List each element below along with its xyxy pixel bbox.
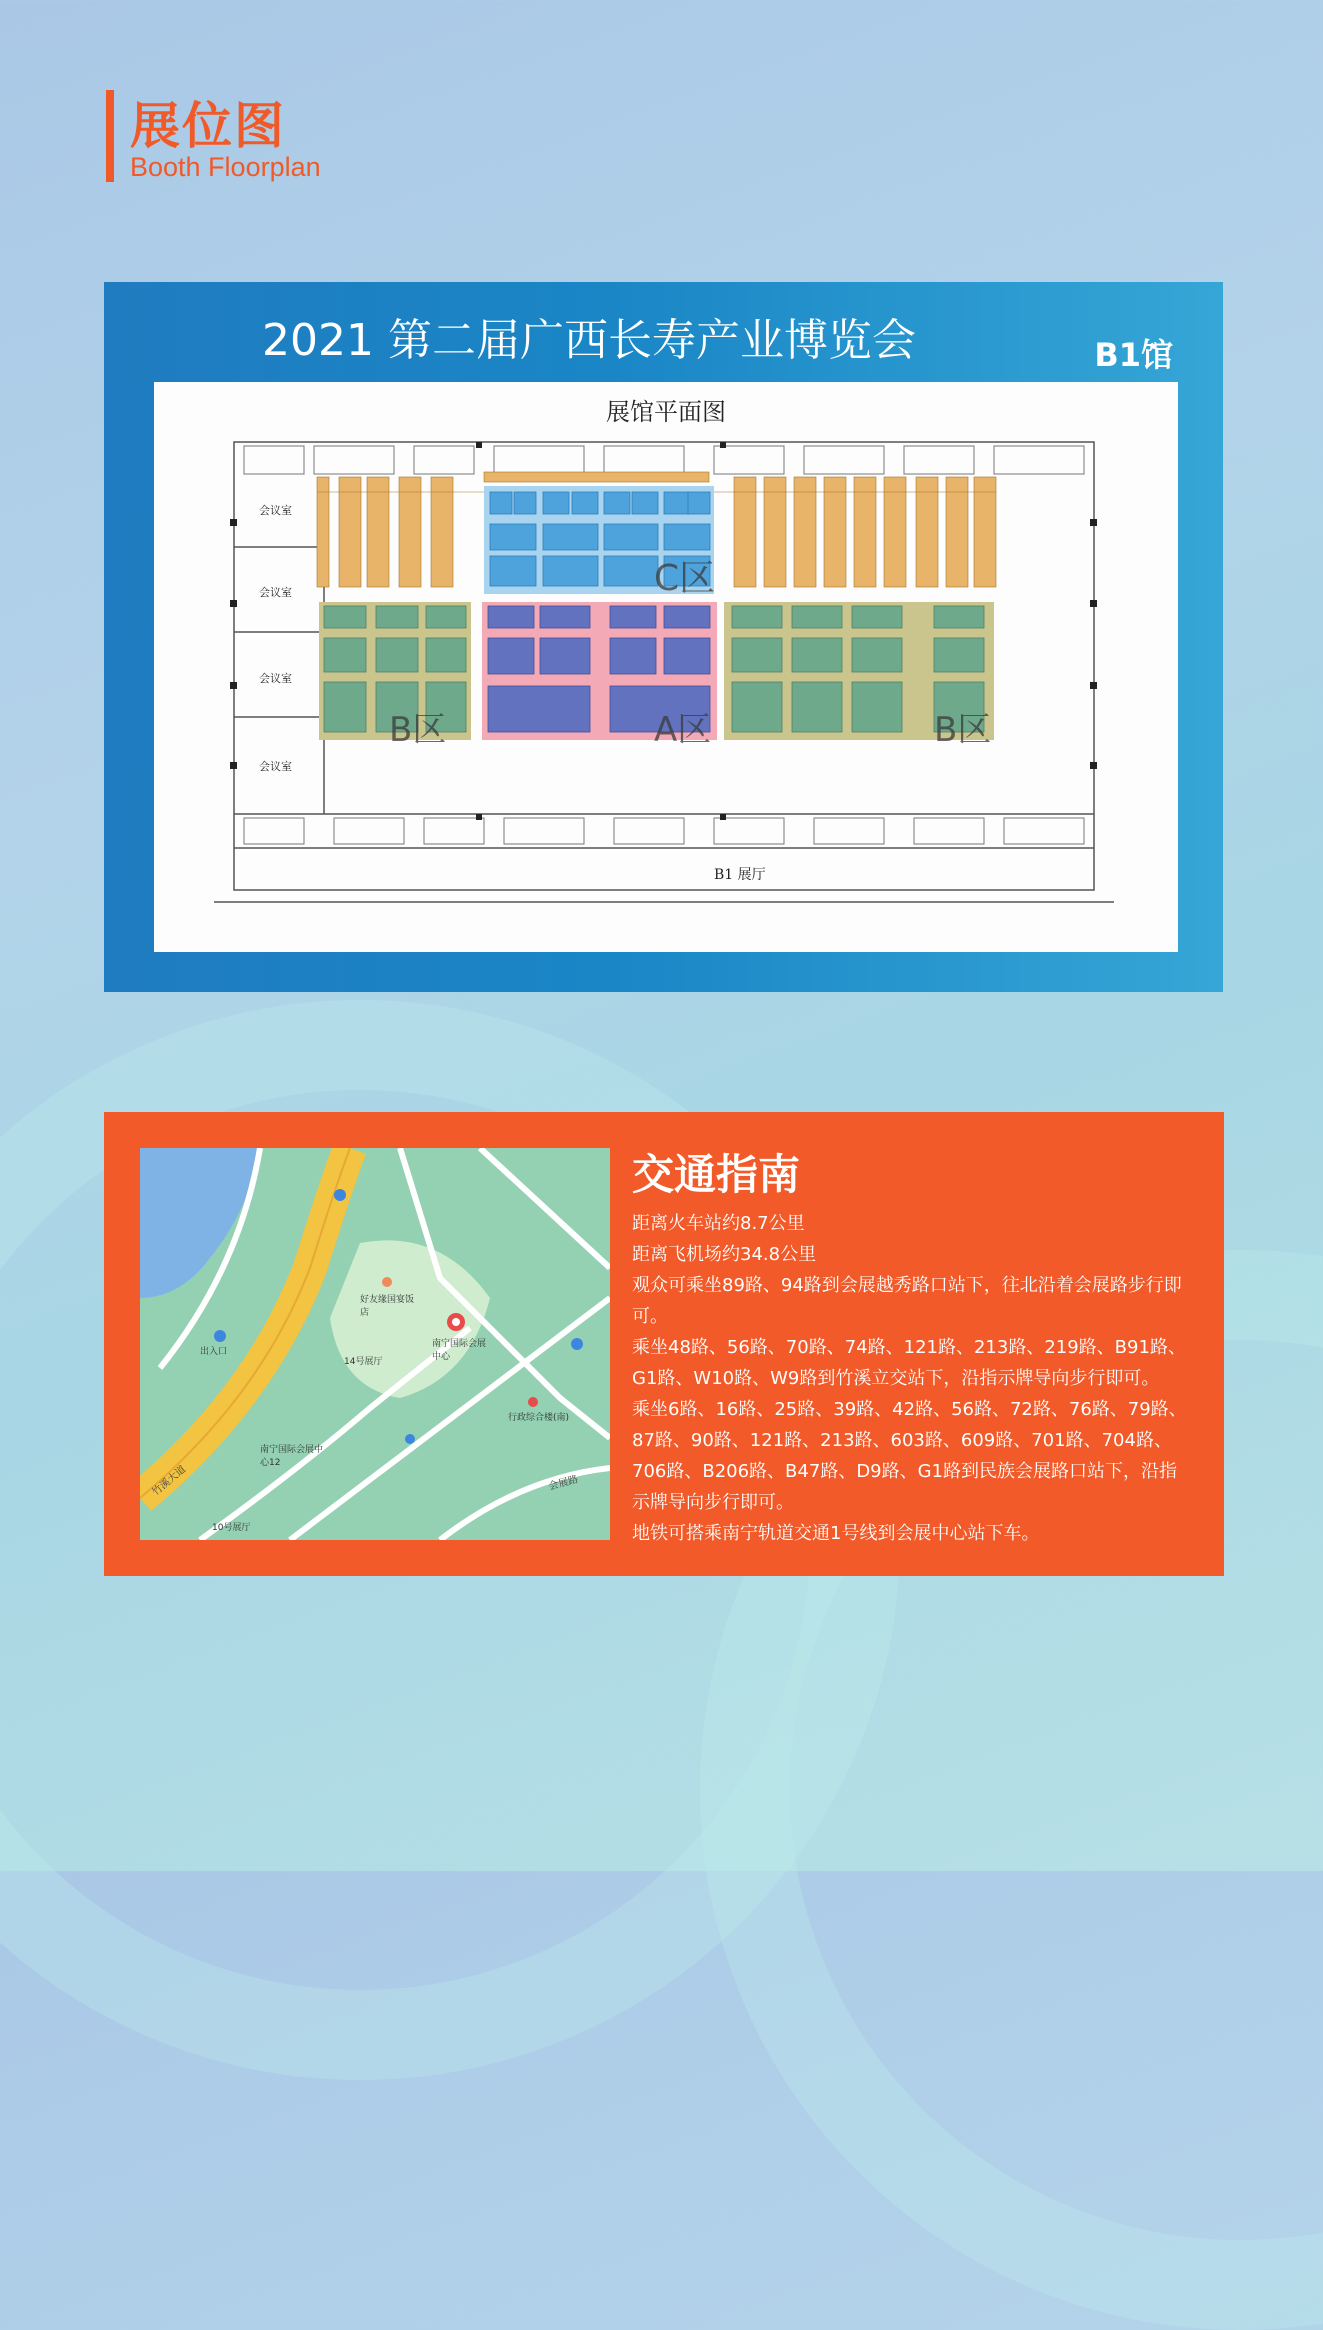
map-label-poi1: 好友缘国宴饭店 (360, 1295, 415, 1318)
zone-c-label: C区 (654, 558, 716, 599)
transport-line: 观众可乘坐89路、94路到会展越秀路口站下，往北沿着会展路步行即可。 (632, 1275, 1182, 1327)
map-label-hall12: 南宁国际会展中心12 (260, 1445, 324, 1468)
floorplan-panel (104, 282, 1223, 992)
zone-a-label: A区 (654, 710, 712, 750)
transport-line: 距离飞机场约34.8公里 (632, 1244, 817, 1265)
page-title: 展位图 (130, 97, 286, 155)
map-label-hall10: 10号展厅 (212, 1523, 251, 1533)
map-label-hall14: 14号展厅 (344, 1357, 383, 1367)
map-label-road2: 会展路 (547, 1474, 580, 1493)
expo-title: 2021 第二届广西长寿产业博览会 (262, 315, 916, 366)
transport-line: 乘坐48路、56路、70路、74路、121路、213路、219路、B91路、G1路、W10路、W9路到竹溪立交站下，沿指示牌导向步行即可。 (632, 1337, 1186, 1389)
plan-title: 展馆平面图 (606, 398, 726, 426)
meeting-room-label: 会议室 (259, 586, 292, 599)
page-subtitle: Booth Floorplan (130, 152, 321, 182)
map-label-road1: 竹溪大道 (150, 1463, 189, 1499)
transport-line: 地铁可搭乘南宁轨道交通1号线到会展中心站下车。 (632, 1523, 1040, 1544)
hall-name-label: B1 展厅 (714, 867, 766, 883)
location-map (140, 1148, 610, 1540)
meeting-room-label: 会议室 (259, 504, 292, 517)
floorplan-sheet (154, 382, 1178, 952)
map-label-venue: 南宁国际会展中心 (432, 1339, 487, 1362)
transport-line: 距离火车站约8.7公里 (632, 1213, 805, 1234)
hall-badge: B1馆 (1094, 336, 1173, 374)
zone-b-right-label: B区 (934, 710, 992, 750)
transport-panel (104, 1112, 1224, 1576)
map-label-poi2: 行政综合楼(南) (508, 1413, 570, 1423)
map-label-poi3: 出入口 (200, 1347, 228, 1357)
transport-info (632, 1208, 1192, 1549)
floorplan-drawing (154, 382, 1178, 952)
meeting-room-label: 会议室 (259, 760, 292, 773)
zone-b-left-label: B区 (389, 710, 447, 750)
accent-bar (106, 90, 114, 182)
transport-line: 乘坐6路、16路、25路、39路、42路、56路、72路、76路、79路、87路、90路、121路、213路、603路、609路、701路、704路、706路、B206路、B47路、D9路、G1路到民族会展路口站下，沿指示牌导向步行即可。 (632, 1399, 1187, 1513)
transport-title: 交通指南 (632, 1150, 801, 1199)
meeting-room-label: 会议室 (259, 672, 292, 685)
